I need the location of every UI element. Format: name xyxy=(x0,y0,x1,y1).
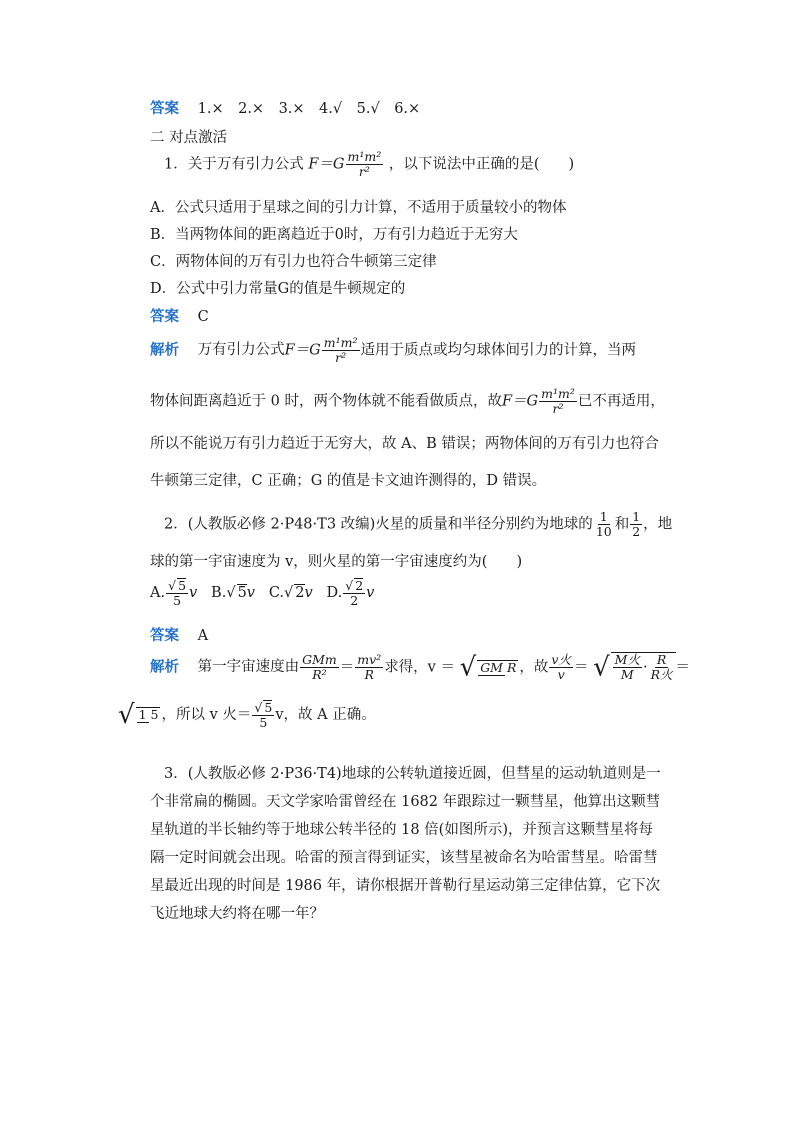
q3-line3: 星轨道的半长轴约等于地球公转半径的 18 倍(如图所示)，并预言这颗彗星将每 xyxy=(150,822,653,838)
q3-line1: 3．(人教版必修 2·P36·T4)地球的公转轨道接近圆，但彗星的运动轨道则是一 xyxy=(164,766,661,782)
answers-text: 1.× 2.× 3.× 4.√ 5.√ 6.× xyxy=(197,101,421,117)
q1-option-d: D．公式中引力常量G的值是牛顿规定的 xyxy=(150,281,406,297)
q3-line5: 星最近出现的时间是 1986 年，请你根据开普勒行星运动第三定律估算，它下次 xyxy=(150,878,661,894)
q1-option-a: A．公式只适用于星球之间的引力计算，不适用于质量较小的物体 xyxy=(150,200,567,216)
section-heading: 二 对点激活 xyxy=(150,130,228,146)
q1-analysis-line1: 解析 万有引力公式F＝G $\frac{\text{m¹m²}}{\text{r²}}$ 适用于质点或均匀球体间引力的计算，当两 xyxy=(150,335,636,365)
q1-option-b: B．当两物体间的距离趋近于0时，万有引力趋近于无穷大 xyxy=(150,227,518,243)
q2-option-a: A. $\frac{√ 5}{5}$ v xyxy=(150,578,198,608)
q2-option-c: C.√ 2v xyxy=(268,584,313,601)
q2-stem-line1: 2．(人教版必修 2·P48·T3 改编)火星的质量和半径分别约为地球的 $\frac{1}{10}$ 和 $\frac{1}{2}$ ，地 xyxy=(164,509,673,539)
q3-line4: 隔一定时间就会出现。哈雷的预言得到证实，该彗星被命名为哈雷彗星。哈雷彗 xyxy=(150,850,658,866)
q2-analysis-line2: √ 1 5 ，所以 v 火＝ $\frac{√ 5}{5}$ v，故 A 正确。 xyxy=(118,699,376,730)
q1-analysis-line2: 物体间距离趋近于 0 时，两个物体就不能看做质点，故F＝G $\frac{\text{m¹m²}}{\text{r²}}$ 已不再适用， xyxy=(150,386,665,416)
q2-option-b: B.√ 5v xyxy=(211,584,255,601)
q3-line2: 个非常扁的椭圆。天文学家哈雷曾经在 1682 年跟踪过一颗彗星，他算出这颗彗 xyxy=(150,794,661,810)
q1-analysis-line4: 牛顿第三定律，C 正确；G 的值是卡文迪许测得的，D 错误。 xyxy=(150,473,547,489)
answer-label: 答案 xyxy=(150,101,179,117)
q2-analysis-line1: 解析 第一宇宙速度由 $\frac{\text{GMm}}{\text{R²}}$ ＝ $\frac{\text{mv²}}{R}$ 求得，v ＝ √ GM R ，故 $\frac{\text{v火}}{v}$ ＝ √ $\frac{\text{M火}}{M}$ · $\frac{R}{\text{R火}}$ ＝ xyxy=(150,652,690,683)
q2-options xyxy=(150,578,374,608)
q1-analysis-line3: 所以不能说万有引力趋近于无穷大，故 A、B 错误；两物体间的万有引力也符合 xyxy=(150,436,659,452)
answers-line xyxy=(150,97,420,118)
q2-answer: 答案 A xyxy=(150,628,209,644)
q2-stem-line2: 球的第一宇宙速度为 v，则火星的第一宇宙速度约为( ) xyxy=(150,554,523,570)
q1-answer: 答案 C xyxy=(150,309,209,325)
q1-stem: 1．关于万有引力公式 F＝G $\frac{\text{m¹m²}}{\text{r²}}$ ，以下说法中正确的是( ) xyxy=(164,149,575,179)
q2-option-d: D. $\frac{√ 2}{2}$ v xyxy=(326,578,375,608)
q1-option-c: C．两物体间的万有引力也符合牛顿第三定律 xyxy=(150,254,437,270)
q3-line6: 飞近地球大约将在哪一年？ xyxy=(150,906,324,922)
q1-formula-fraction: $\frac{\text{m¹m²}}{\text{r²}}$ xyxy=(347,149,382,179)
